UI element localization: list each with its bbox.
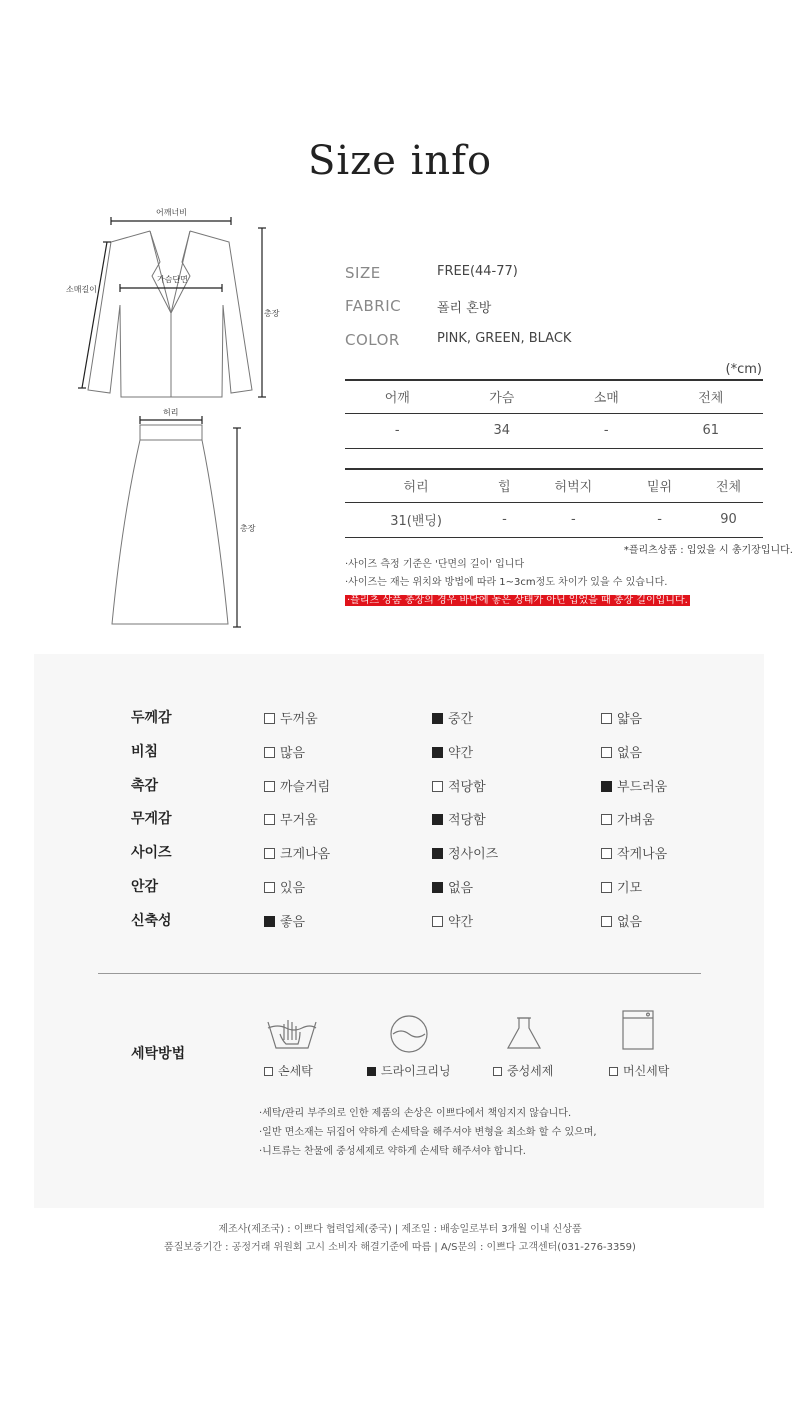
washing-machine-icon bbox=[620, 1009, 656, 1053]
checkbox[interactable] bbox=[264, 814, 275, 825]
option-label: 적당함 bbox=[448, 779, 486, 795]
attribute-option[interactable] bbox=[264, 809, 318, 828]
info-value: 폴리 혼방 bbox=[437, 301, 492, 316]
checkbox[interactable] bbox=[264, 1067, 273, 1076]
care-notes bbox=[259, 1104, 597, 1161]
note-line: ·사이즈 측정 기준은 '단면의 길이' 입니다 bbox=[345, 559, 525, 570]
option-label: 적당함 bbox=[448, 813, 486, 829]
attribute-option[interactable] bbox=[264, 911, 305, 930]
table-cell: 31(밴딩) bbox=[390, 514, 442, 529]
attribute-option[interactable] bbox=[264, 776, 330, 795]
neutral-detergent-icon bbox=[504, 1014, 544, 1054]
option-label: 기모 bbox=[617, 881, 643, 896]
attribute-row bbox=[34, 842, 764, 862]
checkbox[interactable] bbox=[601, 916, 612, 927]
attribute-option[interactable] bbox=[601, 776, 667, 795]
attribute-option[interactable] bbox=[601, 843, 667, 862]
attribute-option[interactable] bbox=[432, 776, 486, 795]
checkbox[interactable] bbox=[264, 882, 275, 893]
divider bbox=[98, 973, 701, 974]
attribute-label: 촉감 bbox=[131, 777, 159, 794]
attribute-option[interactable] bbox=[601, 877, 642, 896]
washing-label: 세탁방법 bbox=[131, 1046, 186, 1062]
info-key: FABRIC bbox=[345, 297, 402, 315]
checkbox[interactable] bbox=[264, 848, 275, 859]
wash-option-label: 머신세탁 bbox=[623, 1064, 670, 1078]
attribute-option[interactable] bbox=[601, 742, 642, 761]
info-color bbox=[345, 331, 765, 351]
checkbox[interactable] bbox=[432, 882, 443, 893]
attribute-option[interactable] bbox=[432, 742, 473, 761]
table-cell: - bbox=[394, 423, 400, 438]
option-label: 얇음 bbox=[617, 712, 643, 727]
attribute-row bbox=[34, 910, 764, 930]
attribute-label: 무게감 bbox=[131, 811, 172, 828]
info-value: FREE(44-77) bbox=[437, 264, 518, 279]
attribute-label: 사이즈 bbox=[131, 845, 172, 862]
pleats-note: *플리츠상품 : 입었을 시 총기장입니다. bbox=[623, 545, 793, 556]
table-header-row bbox=[345, 380, 763, 413]
info-size bbox=[345, 264, 765, 284]
wash-option-label: 중성세제 bbox=[507, 1064, 554, 1078]
care-note-line: ·일반 면소재는 뒤집어 약하게 손세탁을 해주셔야 변형을 최소화 할 수 있으며, bbox=[259, 1127, 597, 1138]
table-cell: 61 bbox=[702, 423, 720, 438]
jacket-collar bbox=[150, 231, 190, 313]
checkbox[interactable] bbox=[264, 747, 275, 758]
care-note-line: ·세탁/관리 부주의로 인한 제품의 손상은 이쁘다에서 책임지지 않습니다. bbox=[259, 1108, 572, 1119]
wash-option-hand[interactable] bbox=[264, 1062, 313, 1079]
checkbox[interactable] bbox=[601, 814, 612, 825]
info-value: PINK, GREEN, BLACK bbox=[437, 331, 572, 346]
table-header: 어깨 bbox=[384, 391, 410, 407]
garment-diagram bbox=[0, 0, 300, 640]
attribute-row bbox=[34, 741, 764, 761]
attribute-label: 안감 bbox=[131, 879, 159, 895]
care-note-line: ·니트류는 찬물에 중성세제로 약하게 손세탁 해주셔야 합니다. bbox=[259, 1146, 526, 1157]
attribute-label: 신축성 bbox=[131, 912, 172, 929]
attribute-label: 두께감 bbox=[131, 710, 172, 726]
checkbox[interactable] bbox=[432, 747, 443, 758]
checkbox[interactable] bbox=[601, 848, 612, 859]
option-label: 중간 bbox=[448, 712, 474, 727]
table-header: 소매 bbox=[593, 391, 619, 407]
checkbox[interactable] bbox=[264, 713, 275, 724]
top-size-table bbox=[345, 379, 763, 449]
table-cell: 34 bbox=[493, 423, 511, 438]
note-line: ·사이즈는 재는 위치와 방법에 따라 1~3cm정도 차이가 있을 수 있습니다. bbox=[345, 577, 668, 588]
table-header: 가슴 bbox=[489, 391, 515, 407]
checkbox[interactable] bbox=[609, 1067, 618, 1076]
attribute-option[interactable] bbox=[432, 911, 473, 930]
label-sleeve: 소매길이 bbox=[66, 285, 97, 294]
option-label: 까슬거림 bbox=[280, 779, 331, 795]
option-label: 작게나옴 bbox=[617, 847, 668, 863]
attribute-option[interactable] bbox=[264, 708, 318, 727]
table-header: 전체 bbox=[715, 480, 742, 496]
table-cell: - bbox=[657, 512, 662, 527]
attribute-row bbox=[34, 707, 764, 727]
footer-line: 품질보증기간 : 공정거래 위원회 고시 소비자 해결기준에 따름 | A/S문의 : 이쁘다 고객센터(031-276-3359) bbox=[164, 1242, 636, 1253]
checkbox[interactable] bbox=[367, 1067, 376, 1076]
attribute-option[interactable] bbox=[432, 877, 473, 896]
option-label: 정사이즈 bbox=[448, 847, 499, 863]
table-cell: - bbox=[603, 423, 609, 438]
checkbox[interactable] bbox=[264, 916, 275, 927]
checkbox[interactable] bbox=[601, 882, 612, 893]
table-row bbox=[345, 502, 763, 537]
table-header: 밑위 bbox=[646, 480, 673, 496]
checkbox[interactable] bbox=[432, 916, 443, 927]
attribute-option[interactable] bbox=[601, 708, 642, 727]
info-key: SIZE bbox=[345, 264, 381, 282]
unit-label: (*cm) bbox=[725, 362, 762, 377]
label-skirt-length: 총장 bbox=[240, 524, 256, 533]
wash-option-label: 손세탁 bbox=[278, 1064, 313, 1078]
option-label: 무거움 bbox=[280, 813, 318, 829]
option-label: 두꺼움 bbox=[280, 712, 318, 727]
option-label: 부드러움 bbox=[617, 779, 668, 795]
attribute-option[interactable] bbox=[264, 843, 330, 862]
checkbox[interactable] bbox=[432, 781, 443, 792]
option-label: 크게나옴 bbox=[280, 847, 331, 863]
attribute-option[interactable] bbox=[432, 708, 473, 727]
checkbox[interactable] bbox=[432, 814, 443, 825]
fabric-attributes-panel bbox=[34, 654, 764, 1208]
attribute-row bbox=[34, 775, 764, 795]
checkbox[interactable] bbox=[432, 713, 443, 724]
checkbox[interactable] bbox=[493, 1067, 502, 1076]
label-chest: 가슴단면 bbox=[157, 275, 188, 284]
checkbox[interactable] bbox=[601, 747, 612, 758]
table-cell: - bbox=[571, 512, 576, 527]
table-header: 전체 bbox=[698, 391, 724, 407]
wash-option-dry[interactable] bbox=[367, 1062, 451, 1079]
label-shoulder: 어깨너비 bbox=[156, 208, 187, 217]
option-label: 약간 bbox=[448, 745, 474, 761]
checkbox[interactable] bbox=[601, 781, 612, 792]
table-header-row bbox=[345, 469, 763, 502]
checkbox[interactable] bbox=[432, 848, 443, 859]
attribute-row bbox=[34, 876, 764, 896]
table-header: 허벅지 bbox=[554, 480, 593, 496]
attribute-option[interactable] bbox=[264, 742, 305, 761]
hand-wash-icon bbox=[264, 1014, 320, 1054]
option-label: 가벼움 bbox=[617, 813, 655, 829]
table-header: 힙 bbox=[498, 480, 511, 496]
option-label: 있음 bbox=[280, 881, 306, 896]
option-label: 약간 bbox=[448, 914, 474, 930]
label-top-length: 총장 bbox=[264, 309, 280, 318]
attribute-option[interactable] bbox=[432, 843, 498, 862]
attribute-option[interactable] bbox=[432, 809, 486, 828]
size-notes bbox=[345, 556, 690, 610]
checkbox[interactable] bbox=[601, 713, 612, 724]
attribute-label: 비침 bbox=[131, 743, 159, 760]
table-cell: 90 bbox=[720, 512, 737, 527]
label-waist: 허리 bbox=[163, 408, 179, 417]
attribute-option[interactable] bbox=[601, 911, 642, 930]
info-key: COLOR bbox=[345, 331, 400, 349]
skirt-outline bbox=[140, 425, 202, 440]
wash-option-label: 드라이크리닝 bbox=[381, 1064, 451, 1078]
jacket-outline bbox=[88, 231, 252, 397]
option-label: 많음 bbox=[280, 745, 306, 761]
table-cell: - bbox=[502, 512, 507, 527]
wash-option-machine[interactable] bbox=[609, 1062, 669, 1079]
attribute-option[interactable] bbox=[264, 877, 305, 896]
attribute-row bbox=[34, 808, 764, 828]
red-note: ·플리츠 상품 총장의 경우 바닥에 놓은 상태가 아닌 입었을 때 총장 길이입니다. bbox=[347, 595, 688, 606]
checkbox[interactable] bbox=[264, 781, 275, 792]
page-title: Size info bbox=[307, 138, 493, 184]
option-label: 없음 bbox=[617, 745, 643, 761]
info-fabric bbox=[345, 297, 765, 317]
dry-clean-icon bbox=[387, 1012, 431, 1056]
option-label: 없음 bbox=[617, 914, 643, 930]
option-label: 없음 bbox=[448, 881, 474, 896]
table-row bbox=[345, 413, 763, 448]
bottom-size-table bbox=[345, 468, 763, 538]
table-header: 허리 bbox=[403, 480, 429, 496]
attribute-option[interactable] bbox=[601, 809, 655, 828]
option-label: 좋음 bbox=[280, 914, 306, 930]
wash-option-neutral[interactable] bbox=[493, 1062, 553, 1079]
footer-line: 제조사(제조국) : 이쁘다 협력업체(중국) | 제조일 : 배송일로부터 3개월 이내 신상품 bbox=[218, 1224, 582, 1235]
